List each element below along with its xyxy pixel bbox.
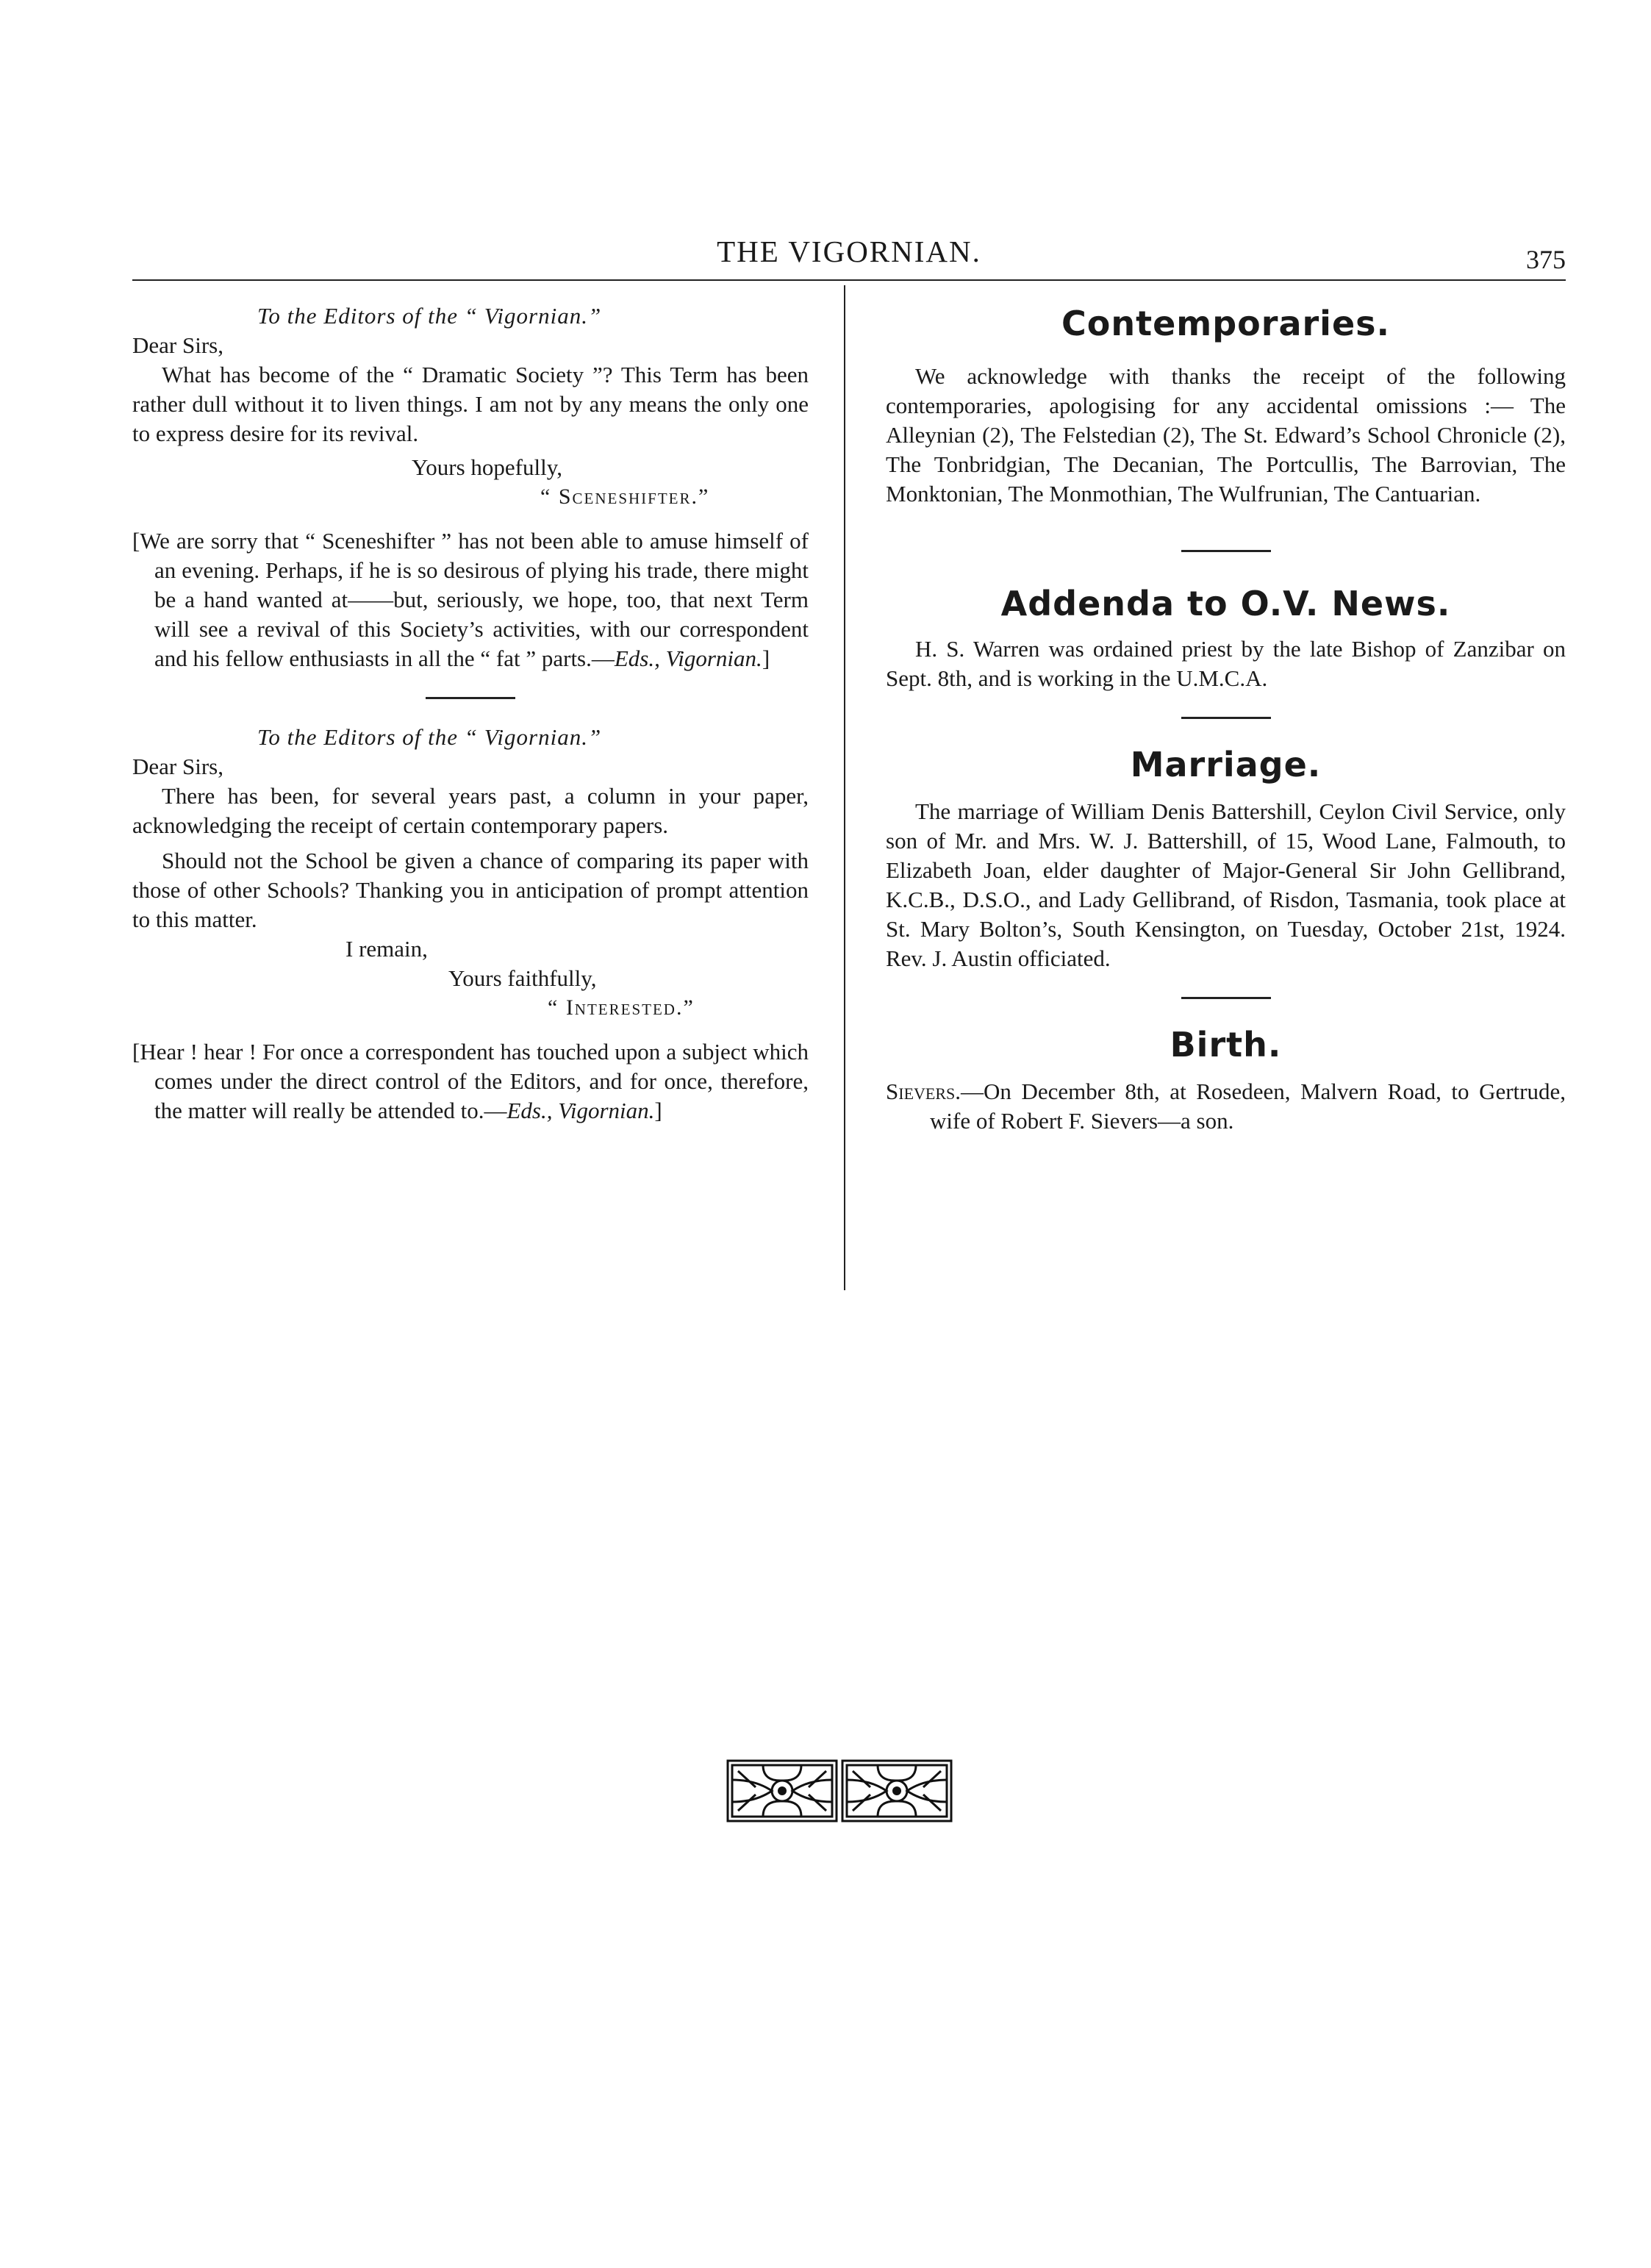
letter-closing: Yours faithfully,	[448, 965, 597, 991]
editors-reply: [We are sorry that “ Sceneshifter ” has not been able to amuse himself of an evening. Perhaps, if he is so desirous of plying his trade, there might be a hand wanted at——but, seriously, we hope, too, that next Term will see a revival of this Society’s activities, with our correspondent and his fellow enthusiasts in all the “ fat ” parts.—Eds., Vigornian.]	[132, 528, 809, 671]
column-rule	[844, 285, 845, 1290]
section-heading: Addenda to O.V. News.	[1000, 584, 1451, 623]
letter-signature: “ Interested.”	[548, 995, 695, 1020]
section-body: We acknowledge with thanks the receipt of the following contemporaries, apologising for any accidental omissions :— The Alleynian (2), The Felstedian (2), The St. Edward’s School Chronicle (2), The Tonbridgian, The Decanian, The Portcullis, The Barrovian, The Monktonian, The Monmothian, The Wulfrunian, The Cantuarian.	[886, 363, 1566, 507]
celtic-knot-ornament-icon	[726, 1759, 953, 1822]
left-column	[132, 301, 809, 1126]
letter-greeting: Dear Sirs,	[132, 332, 223, 358]
running-title: THE VIGORNIAN.	[717, 235, 981, 268]
section-heading: Marriage.	[1130, 745, 1322, 784]
letter-body: There has been, for several years past, a column in your paper, acknowledging the receipt of certain contemporary papers.	[132, 783, 809, 838]
section-marriage	[886, 743, 1566, 973]
letter-body: Should not the School be given a chance of comparing its paper with those of other Schools? Thanking you in anticipation of prompt attention to this matter.	[132, 848, 809, 932]
section-separator	[426, 697, 515, 699]
section-separator	[1181, 550, 1271, 552]
letter-interested	[132, 723, 809, 1126]
editors-signature: Eds., Vigornian.	[506, 1098, 655, 1123]
letter-sceneshifter	[132, 301, 809, 673]
section-contemporaries	[886, 301, 1566, 509]
letter-signature: “ Sceneshifter.”	[540, 484, 710, 509]
page-number: 375	[1526, 245, 1566, 274]
letter-address: To the Editors of the “ Vigornian.”	[257, 724, 602, 750]
section-heading: Birth.	[1170, 1025, 1282, 1065]
letter-closing: Yours hopefully,	[412, 454, 562, 480]
right-column	[886, 301, 1566, 1136]
editors-signature: Eds., Vigornian.	[614, 645, 762, 671]
running-head	[132, 234, 1566, 276]
section-separator	[1181, 997, 1271, 999]
letter-address: To the Editors of the “ Vigornian.”	[257, 303, 602, 329]
letter-greeting: Dear Sirs,	[132, 754, 223, 779]
birth-name: Sievers.	[886, 1078, 961, 1104]
section-body: H. S. Warren was ordained priest by the late Bishop of Zanzibar on Sept. 8th, and is working in the U.M.C.A.	[886, 636, 1566, 691]
section-separator	[1181, 717, 1271, 719]
section-addenda	[886, 582, 1566, 693]
section-birth	[886, 1023, 1566, 1136]
editors-reply: [Hear ! hear ! For once a correspondent has touched upon a subject which comes under the direct control of the Editors, and for once, therefore, the matter will really be attended to.—Eds., Vigornian.]	[132, 1039, 809, 1123]
letter-remain: I remain,	[345, 936, 428, 962]
section-body: The marriage of William Denis Battershill, Ceylon Civil Service, only son of Mr. and Mrs. W. J. Battershill, of 15, Wood Lane, Falmouth, to Elizabeth Joan, elder daughter of Major-General Sir John Gellibrand, K.C.B., D.S.O., and Lady Gellibrand, of Risdon, Tasmania, took place at St. Mary Bolton’s, South Kensington, on Tuesday, October 21st, 1924. Rev. J. Austin officiated.	[886, 798, 1566, 971]
section-body: Sievers.—On December 8th, at Rosedeen, Malvern Road, to Gertrude, wife of Robert F. Sievers—a son.	[886, 1078, 1566, 1134]
header-rule	[132, 279, 1566, 281]
section-heading: Contemporaries.	[1061, 304, 1390, 343]
letter-body: What has become of the “ Dramatic Society ”? This Term has been rather dull without it to liven things. I am not by any means the only one to express desire for its revival.	[132, 362, 809, 446]
